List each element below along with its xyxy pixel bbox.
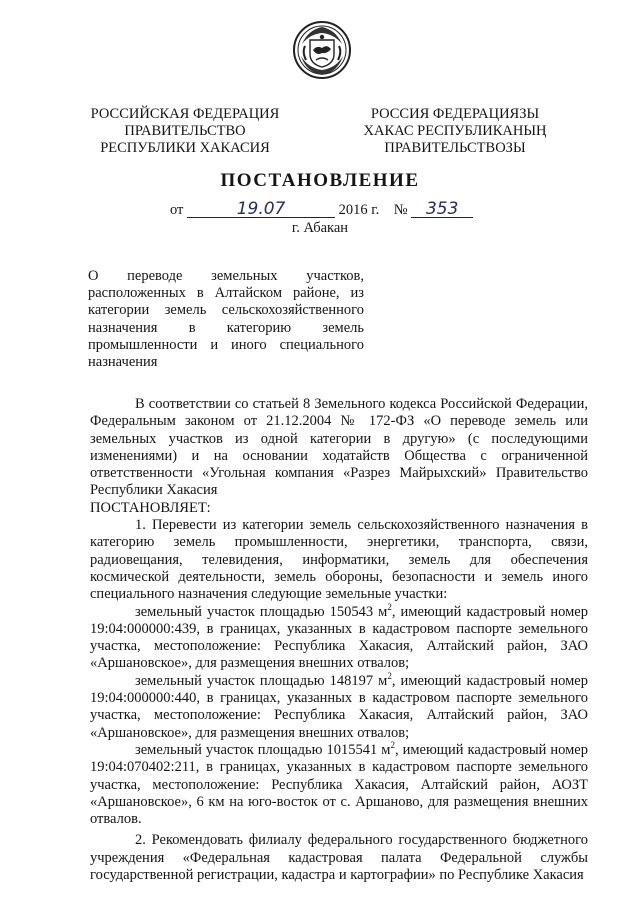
header-right-line: ХАКАС РЕСПУБЛИКАНЫҢ — [363, 123, 547, 139]
date-value: 19.07 — [187, 202, 335, 218]
header-right-line: ПРАВИТЕЛЬСТВОЗЫ — [384, 140, 526, 156]
subject-line: расположенных в Алтайском районе, из — [88, 285, 364, 302]
unit-exponent: 2 — [387, 601, 392, 612]
date-prefix: от — [170, 202, 184, 218]
header-left-line: РЕСПУБЛИКИ ХАКАСИЯ — [100, 140, 270, 156]
header-left — [80, 106, 290, 157]
city-label: г. Абакан — [291, 220, 349, 236]
plot-paragraph — [90, 601, 588, 673]
plot-paragraph — [90, 670, 588, 742]
number-sign: № — [393, 202, 408, 218]
unit-exponent: 2 — [387, 670, 392, 681]
document-number: 353 — [411, 202, 473, 218]
unit-exponent: 2 — [390, 740, 395, 751]
plot-rest: , имеющий кадастровый номер 19:04:070402:211, в границах, указанных в кадастровом паспорте земельного участка, местоположение: Республика Хакасия, Алтайский район, АОЗТ «Аршановское», 6 км на юго-восток от с. Аршаново, для размещения внешних отвалов. — [90, 741, 588, 828]
document-body — [90, 396, 588, 884]
subject-line: промышленности и иного специального — [88, 336, 364, 353]
subject-line: назначения в категорию земель — [88, 319, 364, 336]
plot-rest: , имеющий кадастровый номер 19:04:000000:440, в границах, указанных в кадастровом паспорте земельного участка, местоположение: Республика Хакасия, Алтайский район, ЗАО «Аршановское», для размещения внешних отвалов; — [90, 672, 588, 741]
paragraph-1: 1. Перевести из категории земель сельскохозяйственного назначения в категорию земель промышленности, энергетики, транспорта, связи, радиовещания, телевидения, информатики, земель для обеспечения космической деятельности, земель обороны, безопасности и земель иного специального назначения следующие земельные участки: — [90, 517, 588, 603]
decree-word: ПОСТАНОВЛЯЕТ: — [90, 499, 211, 516]
header-left-line: РОССИЙСКАЯ ФЕДЕРАЦИЯ — [90, 106, 280, 122]
intro-paragraph: В соответствии со статьей 8 Земельного кодекса Российской Федерации, Федеральным законом от 21.12.2004 № 172-ФЗ «О переводе земель или земельных участков из одной категории в другую» (с последующими изменениями) и на основании ходатайств Общества с ограниченной ответственности «Угольная компания «Разрез Майрыхский» Правительство Республики Хакасия — [90, 396, 588, 499]
plot-lead: земельный участок площадью 1015541 м — [135, 741, 391, 758]
paragraph-2: 2. Рекомендовать филиалу федерального государственного бюджетного учреждения «Федеральная кадастровая палата Федеральной службы государственной регистрации, кадастра и картографии» по Республике Хакасия — [90, 832, 588, 884]
plot-lead: земельный участок площадью 148197 м — [135, 672, 388, 689]
date-line — [170, 199, 473, 219]
header-right-line: РОССИЯ ФЕДЕРАЦИЯЗЫ — [370, 106, 540, 122]
plot-lead: земельный участок площадью 150543 м — [135, 603, 388, 620]
header-right — [345, 106, 565, 157]
plot-rest: , имеющий кадастровый номер 19:04:000000:439, в границах, указанных в кадастровом паспорте земельного участка, местоположение: Республика Хакасия, Алтайский район, ЗАО «Аршановское», для размещения внешних отвалов; — [90, 603, 588, 672]
plot-paragraph — [90, 742, 588, 828]
subject-line: назначения — [88, 354, 158, 371]
document-title: ПОСТАНОВЛЕНИЕ — [220, 170, 420, 191]
subject-line: категории земель сельскохозяйственного — [88, 302, 364, 319]
coat-of-arms-icon — [292, 20, 352, 80]
header-left-line: ПРАВИТЕЛЬСТВО — [124, 123, 246, 139]
document-subject — [88, 268, 364, 371]
date-year: 2016 г. — [338, 202, 380, 218]
subject-line: О переводе земельных участков, — [88, 268, 364, 284]
